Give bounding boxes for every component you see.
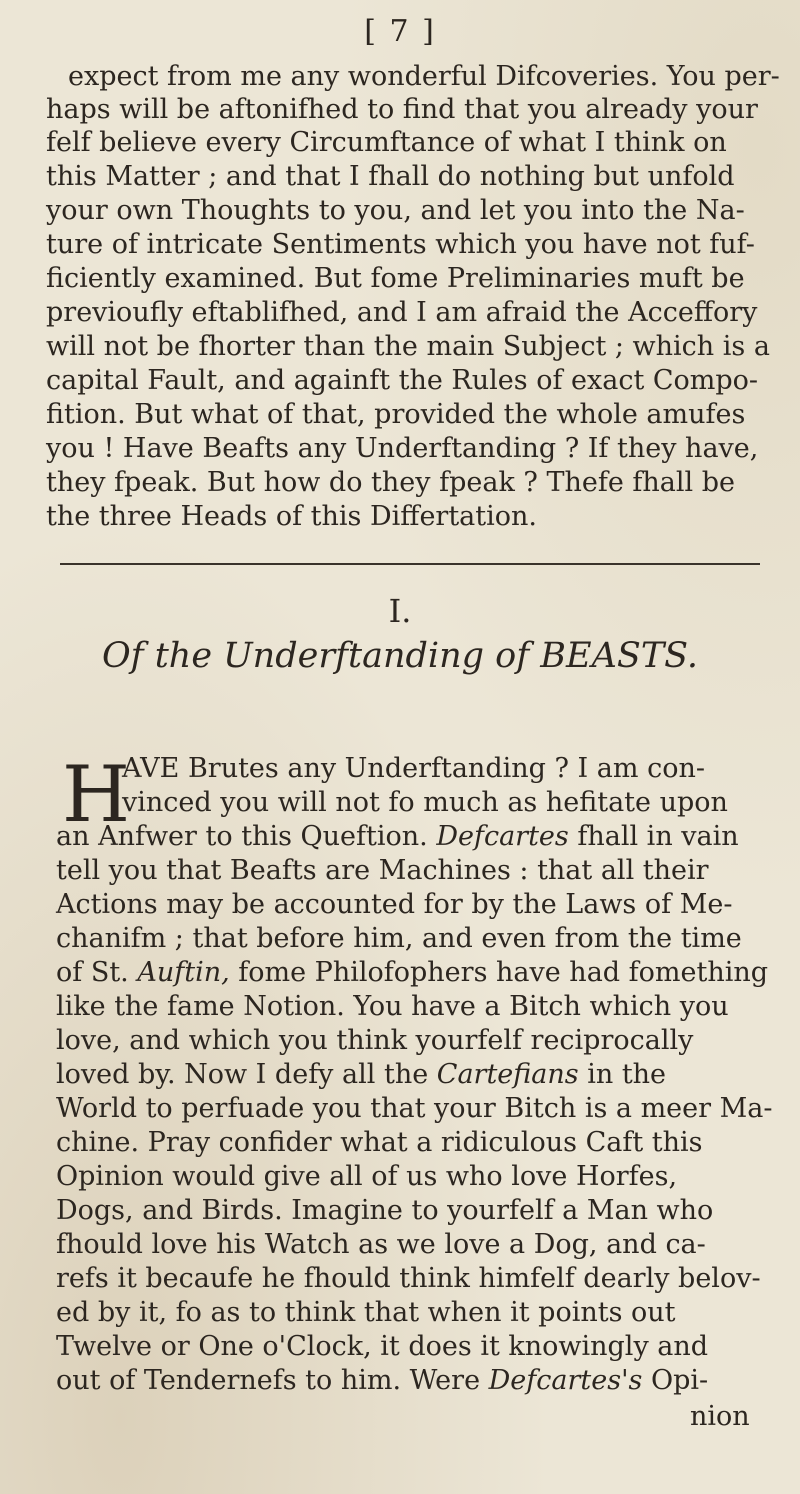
text-span: Opi- — [642, 1365, 709, 1396]
text-line: your own Thoughts to you, and let you into the Na- — [46, 195, 745, 226]
text-span: fome Philofophers have had fomething — [229, 957, 769, 988]
text-line: Actions may be accounted for by the Laws of Me- — [56, 889, 733, 920]
text-line — [56, 1364, 708, 1398]
section-divider — [60, 563, 760, 565]
text-line: haps will be aftonifhed to find that you already your — [46, 94, 758, 125]
text-line: fition. But what of that, provided the whole amufes — [46, 399, 746, 430]
text-line: you ! Have Beafts any Underftanding ? If they have, — [46, 433, 759, 464]
text-line: will not be fhorter than the main Subject ; which is a — [46, 331, 770, 362]
text-line: AVE Brutes any Underftanding ? I am con- — [122, 753, 705, 784]
text-line: ture of intricate Sentiments which you have not fuf- — [46, 229, 755, 260]
text-line: the three Heads of this Differtation. — [46, 501, 537, 532]
text-line — [56, 1058, 666, 1092]
text-line: vinced you will not fo much as hefitate upon — [122, 787, 728, 818]
section-title: Of the Underftanding of BEASTS. — [101, 636, 699, 676]
text-line: ed by it, fo as to think that when it points out — [56, 1297, 676, 1328]
text-line — [56, 820, 739, 854]
text-span: of St. — [56, 957, 138, 988]
text-line: this Matter ; and that I fhall do nothing but unfold — [46, 161, 735, 192]
italic-name: Cartefians — [436, 1059, 579, 1090]
section-number: I. — [388, 592, 412, 630]
catchword: nion — [690, 1401, 750, 1432]
drop-cap: H — [62, 750, 131, 840]
text-line: expect from me any wonderful Difcoveries. You per- — [68, 61, 780, 92]
text-line: like the fame Notion. You have a Bitch which you — [56, 991, 729, 1022]
text-span: in the — [578, 1059, 667, 1090]
text-line: chanifm ; that before him, and even from the time — [56, 923, 742, 954]
text-line: chine. Pray confider what a ridiculous Caft this — [56, 1127, 703, 1158]
italic-name: Defcartes — [436, 821, 569, 852]
page-number: [ 7 ] — [364, 14, 436, 49]
text-line: felf believe every Circumftance of what I think on — [46, 127, 727, 158]
text-line: they fpeak. But how do they fpeak ? Thefe fhall be — [46, 467, 735, 498]
text-line: refs it becaufe he fhould think himfelf dearly belov- — [56, 1263, 761, 1294]
text-line: fhould love his Watch as we love a Dog, and ca- — [56, 1229, 706, 1260]
text-line: previoufly eftablifhed, and I am afraid the Acceffory — [46, 297, 758, 328]
text-span: loved by. Now I defy all the — [56, 1059, 437, 1090]
text-span: an Anfwer to this Queftion. — [56, 821, 437, 852]
text-line: ficiently examined. But fome Preliminaries muft be — [46, 263, 745, 294]
text-line: capital Fault, and againft the Rules of exact Compo- — [46, 365, 759, 396]
text-span: out of Tendernefs to him. Were — [56, 1365, 489, 1396]
text-line: Opinion would give all of us who love Horfes, — [56, 1161, 678, 1192]
text-span: fhall in vain — [568, 821, 739, 852]
text-line: Dogs, and Birds. Imagine to yourfelf a Man who — [56, 1195, 714, 1226]
text-line: Twelve or One o'Clock, it does it knowingly and — [56, 1331, 709, 1362]
italic-name: Auftin, — [137, 957, 230, 988]
text-line — [56, 956, 768, 990]
text-line: tell you that Beafts are Machines : that all their — [56, 855, 709, 886]
text-line: love, and which you think yourfelf reciprocally — [56, 1025, 694, 1056]
text-line: World to perfuade you that your Bitch is a meer Ma- — [56, 1093, 773, 1124]
italic-name: Defcartes's — [488, 1365, 643, 1396]
